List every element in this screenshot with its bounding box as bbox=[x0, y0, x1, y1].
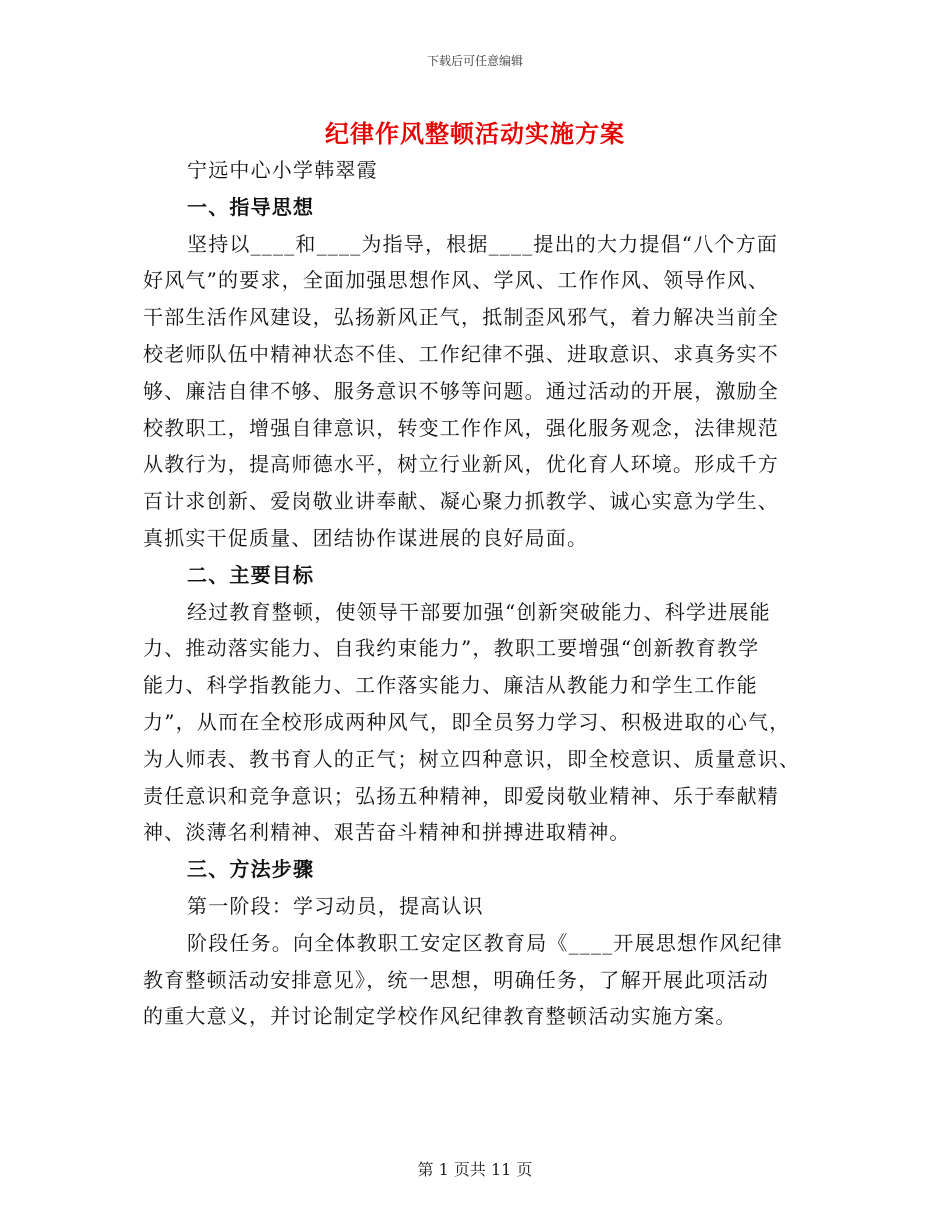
paragraph-line: 校教职工，增强自律意识，转变工作作风，强化服务观念，法律规范 bbox=[143, 415, 779, 440]
paragraph-line: 经过教育整顿，使领导干部要加强“创新突破能力、科学进展能 bbox=[187, 599, 771, 624]
paragraph-line: 责任意识和竞争意识；弘扬五种精神，即爱岗敬业精神、乐于奉献精 bbox=[143, 783, 779, 808]
paragraph-line: 力”，从而在全校形成两种风气，即全员努力学习、积极进取的心气， bbox=[143, 709, 791, 734]
paragraph-line: 从教行为，提高师德水平，树立行业新风，优化育人环境。形成千方 bbox=[143, 452, 779, 477]
document-title: 纪律作风整顿活动实施方案 bbox=[325, 119, 625, 148]
section-heading-methods-steps: 三、方法步骤 bbox=[187, 857, 315, 882]
paragraph-line: 校老师队伍中精神状态不佳、工作纪律不强、进取意识、求真务实不 bbox=[143, 341, 779, 366]
paragraph-line: 好风气”的要求，全面加强思想作风、学风、工作作风、领导作风、 bbox=[143, 268, 770, 293]
paragraph-line: 力、推动落实能力、自我约束能力”，教职工要增强“创新教育教学 bbox=[143, 636, 760, 661]
paragraph-line: 够、廉洁自律不够、服务意识不够等问题。通过活动的开展，激励全 bbox=[143, 378, 779, 403]
author-line: 宁远中心小学韩翠霞 bbox=[187, 158, 378, 182]
section-heading-main-goals: 二、主要目标 bbox=[187, 562, 315, 587]
paragraph-line: 阶段任务。向全体教职工安定区教育局《____开展思想作风纪律 bbox=[187, 930, 783, 955]
section-heading-guiding-ideology: 一、指导思想 bbox=[187, 194, 315, 219]
paragraph-line: 百计求创新、爱岗敬业讲奉献、凝心聚力抓教学、诚心实意为学生、 bbox=[143, 489, 779, 514]
paragraph-line: 教育整顿活动安排意见》，统一思想，明确任务，了解开展此项活动 bbox=[143, 967, 769, 992]
paragraph-line: 坚持以____和____为指导，根据____提出的大力提倡“八个方面 bbox=[187, 231, 779, 256]
paragraph-line: 干部生活作风建设，弘扬新风正气，抵制歪风邪气，着力解决当前全 bbox=[143, 305, 779, 330]
page-number-footer: 第 1 页共 11 页 bbox=[417, 1160, 533, 1179]
stage-title: 第一阶段：学习动员，提高认识 bbox=[187, 893, 484, 918]
paragraph-line: 神、淡薄名利精神、艰苦奋斗精神和拼搏进取精神。 bbox=[143, 820, 631, 845]
paragraph-line: 能力、科学指教能力、工作落实能力、廉洁从教能力和学生工作能 bbox=[143, 673, 758, 698]
paragraph-line: 为人师表、教书育人的正气；树立四种意识，即全校意识、质量意识、 bbox=[143, 746, 801, 771]
paragraph-line: 的重大意义，并讨论制定学校作风纪律教育整顿活动实施方案。 bbox=[143, 1004, 737, 1029]
paragraph-line: 真抓实干促质量、团结协作谋进展的良好局面。 bbox=[143, 525, 589, 550]
header-note: 下载后可任意编辑 bbox=[426, 54, 523, 68]
document-body bbox=[143, 152, 813, 1035]
